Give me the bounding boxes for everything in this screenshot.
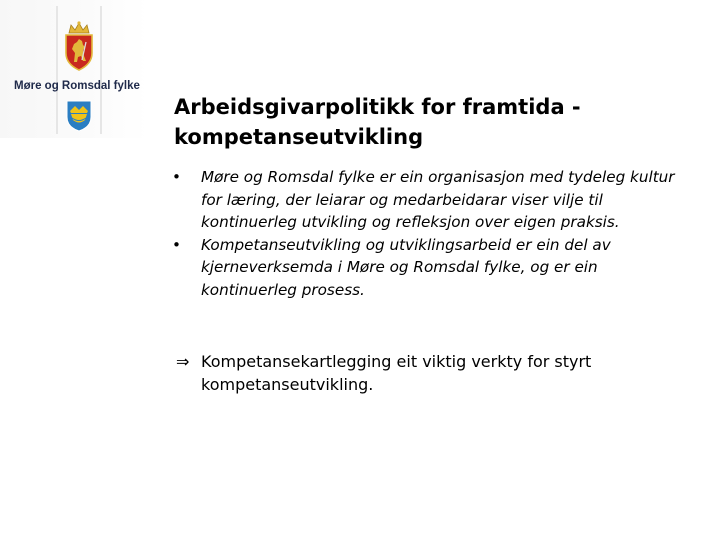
conclusion-statement <box>176 350 676 396</box>
bullet-marker: • <box>172 235 181 254</box>
norwegian-lion-crest-icon <box>62 20 96 72</box>
divider-line-left <box>56 6 58 134</box>
bullet-list <box>172 166 682 301</box>
bullet-text: Kompetanseutvikling og utviklingsarbeid er ein del av kjerneverksemda i Møre og Romsdal fylke, og er ein kontinuerleg prosess. <box>201 235 611 299</box>
county-coat-of-arms-icon <box>66 100 92 132</box>
bullet-item <box>172 166 682 234</box>
county-name: Møre og Romsdal fylke <box>14 80 140 92</box>
logo-panel <box>0 0 148 138</box>
slide-title-line-2: kompetanseutvikling <box>174 125 424 149</box>
divider-line-right <box>100 6 102 134</box>
slide-title-line-1: Arbeidsgivarpolitikk for framtida - <box>174 95 581 119</box>
bullet-marker: • <box>172 168 181 186</box>
conclusion-text: Kompetansekartlegging eit viktig verkty for styrt kompetanseutvikling. <box>201 352 592 394</box>
bullet-item <box>172 234 682 302</box>
bullet-text: Møre og Romsdal fylke er ein organisasjon med tydeleg kultur for læring, der leiarar og medarbeidarar viser vilje til kontinuerleg utvikling og refleksjon over eigen praksis. <box>201 168 675 231</box>
implies-arrow-icon: ⇒ <box>176 352 190 371</box>
slide-title <box>174 92 694 152</box>
